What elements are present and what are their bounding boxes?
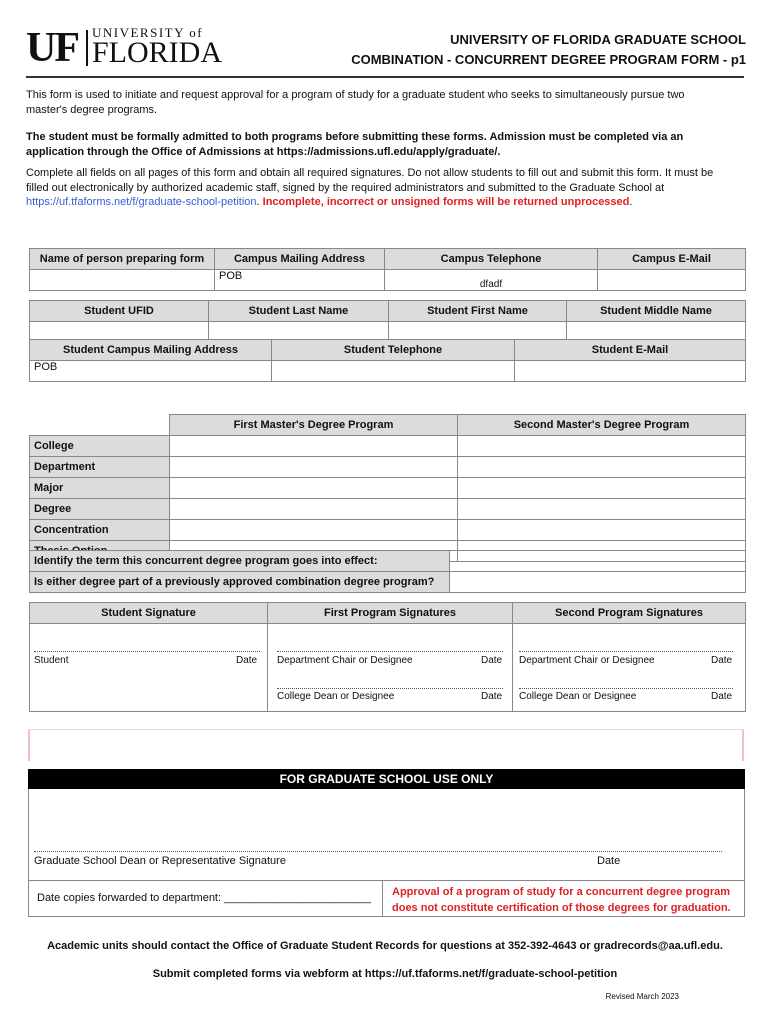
logo-florida-text: FLORIDA <box>92 36 223 69</box>
campus-email-field[interactable] <box>598 270 746 291</box>
first-dean-label: College Dean or Designee <box>277 691 395 702</box>
first-concentration-field[interactable] <box>170 520 458 541</box>
student-email-header: Student E-Mail <box>515 340 746 361</box>
second-major-field[interactable] <box>458 478 746 499</box>
second-chair-signature-line <box>519 651 733 652</box>
college-label: College <box>30 436 170 457</box>
term-label: Identify the term this concurrent degree program goes into effect: <box>30 551 450 572</box>
second-dean-label: College Dean or Designee <box>519 691 637 702</box>
blank-note-box[interactable] <box>28 729 744 761</box>
first-dean-date-label: Date <box>481 691 503 702</box>
uf-logo: UF <box>26 25 78 71</box>
second-dean-date-label: Date <box>711 691 733 702</box>
first-dean-signature-line <box>277 688 503 689</box>
student-telephone-field[interactable] <box>272 361 515 382</box>
student-ufid-header: Student UFID <box>30 301 209 322</box>
form-title-line1: UNIVERSITY OF FLORIDA GRADUATE SCHOOL <box>450 32 746 47</box>
first-chair-date-label: Date <box>481 655 503 666</box>
student-first-name-header: Student First Name <box>389 301 567 322</box>
programs-corner <box>30 415 170 436</box>
form-title-line2: COMBINATION - CONCURRENT DEGREE PROGRAM FORM - p1 <box>351 52 746 67</box>
concentration-label: Concentration <box>30 520 170 541</box>
student-address-field[interactable]: POB <box>30 361 272 382</box>
logo-divider <box>86 30 88 66</box>
degree-label: Degree <box>30 499 170 520</box>
second-concentration-field[interactable] <box>458 520 746 541</box>
combination-label: Is either degree part of a previously approved combination degree program? <box>30 572 450 593</box>
first-chair-label: Department Chair or Designee <box>277 655 413 666</box>
student-signature-cell[interactable] <box>30 624 268 712</box>
student-last-name-header: Student Last Name <box>209 301 389 322</box>
combination-field[interactable] <box>450 572 746 593</box>
preparer-name-field[interactable] <box>30 270 215 291</box>
approval-note-line2: does not constitute certification of those degrees for graduation. <box>392 902 731 914</box>
approval-note-line1: Approval of a program of study for a concurrent degree program <box>392 886 730 898</box>
student-table-1 <box>29 300 746 343</box>
second-chair-date-label: Date <box>711 655 733 666</box>
campus-address-field[interactable]: POB <box>215 270 385 291</box>
campus-address-header: Campus Mailing Address <box>215 249 385 270</box>
student-table-2 <box>29 339 746 382</box>
second-department-field[interactable] <box>458 457 746 478</box>
student-telephone-header: Student Telephone <box>272 340 515 361</box>
campus-email-header: Campus E-Mail <box>598 249 746 270</box>
instructions-text-2: . <box>256 196 263 208</box>
programs-table <box>29 414 746 562</box>
first-department-field[interactable] <box>170 457 458 478</box>
preparer-table <box>29 248 746 291</box>
warning-text: Incomplete, incorrect or unsigned forms will be returned unprocessed <box>262 196 630 208</box>
dean-signature-label: Graduate School Dean or Representative Signature <box>34 855 286 867</box>
second-degree-field[interactable] <box>458 499 746 520</box>
first-college-field[interactable] <box>170 436 458 457</box>
dean-date-label: Date <box>597 855 621 867</box>
revised-date: Revised March 2023 <box>605 992 679 1001</box>
student-signature-header: Student Signature <box>30 603 268 624</box>
logo-university-text: UNIVERSITY of <box>92 25 204 40</box>
student-label: Student <box>34 655 69 666</box>
second-dean-signature-line <box>519 688 733 689</box>
student-date-label: Date <box>236 655 258 666</box>
student-middle-name-header: Student Middle Name <box>567 301 746 322</box>
term-field[interactable] <box>450 551 746 572</box>
student-email-field[interactable] <box>515 361 746 382</box>
term-table <box>29 550 746 593</box>
major-label: Major <box>30 478 170 499</box>
date-forwarded-label[interactable]: Date copies forwarded to department: ________________________ <box>37 892 371 904</box>
intro-paragraph-2: The student must be formally admitted to both programs before submitting these forms. Admission must be completed via an application through the Office of Admissions at https://admissions.ufl.edu/apply/graduate/. <box>26 131 684 158</box>
department-label: Department <box>30 457 170 478</box>
second-program-signatures-header: Second Program Signatures <box>513 603 746 624</box>
first-program-header: First Master's Degree Program <box>170 415 458 436</box>
first-chair-signature-line <box>277 651 503 652</box>
instructions-text: Complete all fields on all pages of this form and obtain all required signatures. Do not allow students to fill out and submit this form. It must be filled out electronically by authorized academic staff, signed by the required administrators and submitted to the Graduate School at <box>26 167 714 194</box>
header-rule <box>26 76 744 78</box>
campus-telephone-field[interactable]: dfadf <box>385 270 598 291</box>
header <box>26 22 746 74</box>
instructions-text-3: . <box>629 196 633 208</box>
submit-text: Submit completed forms via webform at https://uf.tfaforms.net/f/graduate-school-petition <box>152 968 618 980</box>
graduate-school-bar: FOR GRADUATE SCHOOL USE ONLY <box>28 769 745 789</box>
first-major-field[interactable] <box>170 478 458 499</box>
petition-link[interactable]: https://uf.tfaforms.net/f/graduate-school-petition <box>26 196 257 208</box>
second-program-header: Second Master's Degree Program <box>458 415 746 436</box>
student-signature-line <box>34 651 260 652</box>
first-degree-field[interactable] <box>170 499 458 520</box>
intro-paragraph-1: This form is used to initiate and request approval for a program of study for a graduate student who seeks to simultaneously pursue two master's degree programs. <box>26 89 685 116</box>
dean-signature-line <box>34 851 722 852</box>
student-address-header: Student Campus Mailing Address <box>30 340 272 361</box>
second-college-field[interactable] <box>458 436 746 457</box>
campus-telephone-header: Campus Telephone <box>385 249 598 270</box>
preparer-name-header: Name of person preparing form <box>30 249 215 270</box>
contact-text: Academic units should contact the Office of Graduate Student Records for questions at 352-392-4643 or gradrecords@aa.ufl.edu. <box>47 940 723 952</box>
second-chair-label: Department Chair or Designee <box>519 655 655 666</box>
first-program-signatures-header: First Program Signatures <box>268 603 513 624</box>
intro-paragraph-3 <box>26 166 716 210</box>
